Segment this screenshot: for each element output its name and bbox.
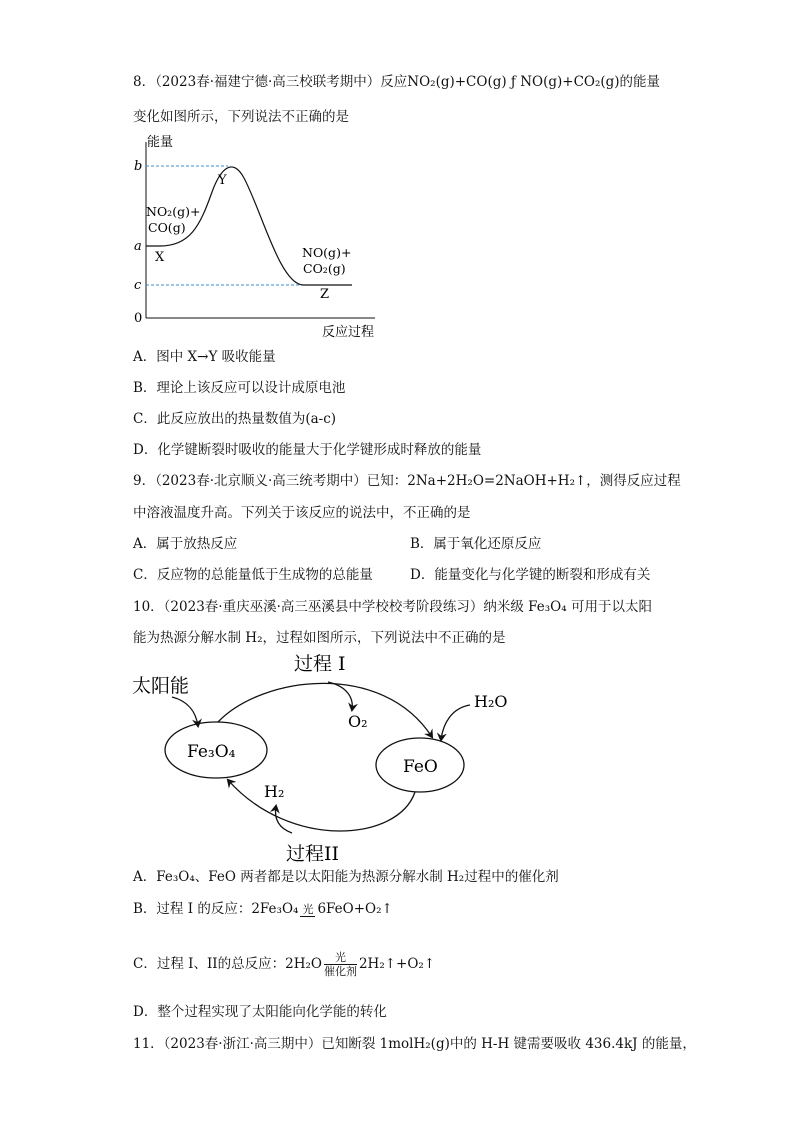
sun-label: 太阳能 xyxy=(132,675,190,697)
h2-label: H₂ xyxy=(264,782,285,801)
tick-c: c xyxy=(134,278,142,293)
q10-option-c-suffix: 2H₂↑+O₂↑ xyxy=(358,956,436,972)
fe3o4-label: Fe₃O₄ xyxy=(187,742,236,762)
q10-option-c-condition: $\frac{\text{光}}{\text{催化剂}}$ xyxy=(323,951,357,978)
point-z-label: Z xyxy=(320,287,330,302)
process-2-label: 过程II xyxy=(286,843,340,865)
tick-0: 0 xyxy=(134,311,143,326)
tick-b: b xyxy=(134,159,143,174)
y-axis-label: 能量 xyxy=(147,135,174,150)
point-y-label: Y xyxy=(218,173,227,188)
q10-option-a: A．Fe₃O₄、FeO 两者都是以太阳能为热源分解水制 H₂过程中的催化剂 xyxy=(133,869,559,885)
q8-option-a: A．图中 X→Y 吸收能量 xyxy=(133,349,276,365)
h2o-label: H₂O xyxy=(474,692,508,711)
x-axis-label: 反应过程 xyxy=(322,325,375,340)
q8-stem-line1: 8．（2023春·福建宁德·高三校联考期中）反应NO₂(g)+CO(g) ƒ NO(g)+CO₂(g)的能量 xyxy=(133,74,661,90)
q9-option-b: B．属于氧化还原反应 xyxy=(410,536,542,552)
q9-option-d: D．能量变化与化学键的断裂和形成有关 xyxy=(410,567,651,583)
q10-option-b xyxy=(133,900,393,918)
q8-stem-line2: 变化如图所示，下列说法不正确的是 xyxy=(133,109,349,125)
product-label-2: CO₂(g) xyxy=(303,261,346,276)
q8-option-b: B．理论上该反应可以设计成原电池 xyxy=(133,380,346,396)
q9-stem-line2: 中溶液温度升高。下列关于该反应的说法中，不正确的是 xyxy=(133,505,471,521)
process-1-label: 过程 I xyxy=(294,653,346,675)
q9-option-c: C．反应物的总能量低于生成物的总能量 xyxy=(133,567,373,583)
reactant-label-1: NO₂(g)+ xyxy=(146,204,201,219)
q10-option-b-suffix: 6FeO+O₂↑ xyxy=(317,901,393,917)
q10-option-c-prefix: C．过程 I、II的总反应：2H₂O xyxy=(133,956,322,972)
q10-option-d: D．整个过程实现了太阳能向化学能的转化 xyxy=(133,1004,387,1020)
energy-curve xyxy=(146,167,352,285)
q9-stem-line1: 9．（2023春·北京顺义·高三统考期中）已知：2Na+2H₂O=2NaOH+H₂↑，测得反应过程 xyxy=(133,473,681,489)
q10-option-b-prefix: B．过程 I 的反应：2Fe₃O₄ xyxy=(133,901,299,917)
point-x-label: X xyxy=(155,250,165,265)
q8-option-c: C．此反应放出的热量数值为(a-c) xyxy=(133,411,337,427)
tick-a: a xyxy=(134,239,142,254)
reactant-label-2: CO(g) xyxy=(148,220,186,235)
q8-option-d: D．化学键断裂时吸收的能量大于化学键形成时释放的能量 xyxy=(133,442,482,458)
feo-ellipse xyxy=(376,738,464,792)
q11-stem-line1: 11．（2023春·浙江·高三期中）已知断裂 1molH₂(g)中的 H-H 键需要吸收 436.4kJ 的能量， xyxy=(133,1036,696,1052)
product-label-1: NO(g)+ xyxy=(302,245,352,260)
o2-label: O₂ xyxy=(348,712,368,731)
q10-option-b-condition: 光 xyxy=(302,902,314,916)
q10-option-c xyxy=(133,947,435,981)
q10-stem-line2: 能为热源分解水制 H₂，过程如图所示，下列说法中不正确的是 xyxy=(133,630,506,646)
q10-stem-line1: 10．（2023春·重庆巫溪·高三巫溪县中学校校考阶段练习）纳米级 Fe₃O₄ 可用于以太阳 xyxy=(133,599,652,615)
feo-label: FeO xyxy=(403,757,438,777)
q9-option-a: A．属于放热反应 xyxy=(133,536,238,552)
fe3o4-ellipse xyxy=(165,722,267,778)
